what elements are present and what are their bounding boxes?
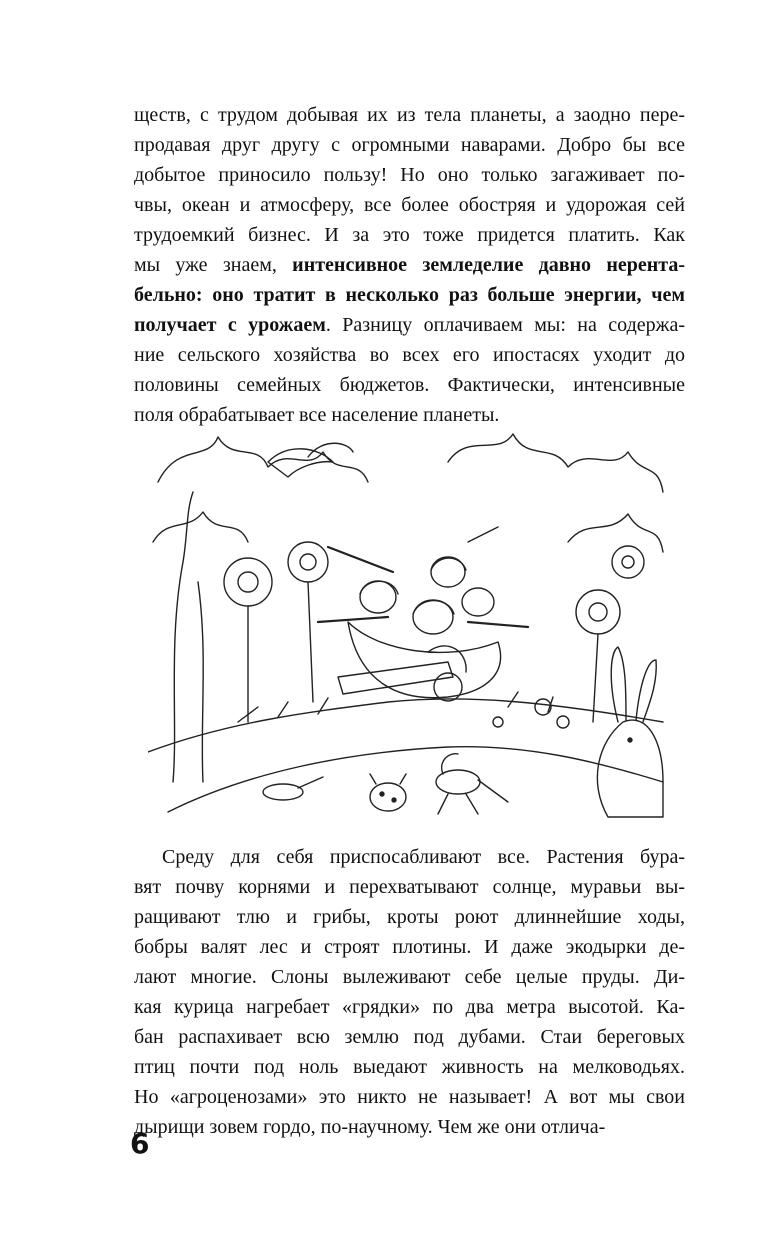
text-line [134,1082,685,1112]
text-segment: ращивают тлю и грибы, кроты роют длиннейшие ходы, [134,906,685,928]
text-line [134,340,685,370]
text-segment: кая курица нагребает «грядки» по два метра высотой. Ка- [134,996,685,1018]
text-line [134,190,685,220]
text-segment: трудоемкий бизнес. И за это тоже придется платить. Как [134,224,685,246]
text-line [134,130,685,160]
text-segment: продавая друг другу с огромными наварами. Добро бы все [134,134,685,156]
text-segment: ние сельского хозяйства во всех его ипостасях уходит до [134,344,685,366]
page-number: 6 [130,1127,150,1160]
text-segment: . Разницу оплачиваем мы: на содержа- [325,314,686,336]
forest-battle-illustration [148,422,668,822]
text-segment: чвы, океан и атмосферу, все более обостряя и удорожая сей [134,194,685,216]
text-segment: половины семейных бюджетов. Фактически, интенсивные [134,374,685,396]
text-line [134,100,685,130]
text-segment: мы уже знаем, [134,254,293,276]
text-line [134,160,685,190]
text-line [134,872,685,902]
text-line [134,962,685,992]
text-line [134,310,685,340]
bold-text: интенсивное земледелие давно нерента- [292,254,686,276]
text-line [134,842,685,872]
text-segment: поля обрабатывает все население планеты. [134,404,500,426]
text-segment: ществ, с трудом добывая их из тела планеты, а заодно пере- [134,104,685,126]
text-segment: Но «агроценозами» это никто не называет! А вот мы свои [134,1086,685,1108]
paragraph-1 [134,100,685,430]
text-line [134,992,685,1022]
text-line [134,932,685,962]
text-line [134,902,685,932]
text-line [134,1112,685,1142]
text-line [134,250,685,280]
text-segment: добытое приносило пользу! Но оно только загаживает по- [134,164,685,186]
text-line [134,280,685,310]
text-segment: бан распахивает всю землю под дубами. Стаи береговых [134,1026,685,1048]
text-segment: бобры валят лес и строят плотины. И даже экодырки де- [134,936,685,958]
paragraph-2 [134,842,685,1142]
text-segment: вят почву корнями и перехватывают солнце, муравьи вы- [134,876,685,898]
bold-text: получает с урожаем [134,314,326,336]
bold-text: бельно: оно тратит в несколько раз больше энергии, чем [134,284,685,306]
text-line [134,370,685,400]
text-line [134,1052,685,1082]
text-line [134,1022,685,1052]
text-line [134,220,685,250]
text-segment: птиц почти под ноль выедают живность на мелководьях. [134,1056,685,1078]
text-segment: лают многие. Слоны вылеживают себе целые пруды. Ди- [134,966,685,988]
text-segment: дырищи зовем гордо, по-научному. Чем же они отлича- [134,1116,606,1138]
text-segment: Среду для себя приспосабливают все. Растения бура- [162,846,685,868]
